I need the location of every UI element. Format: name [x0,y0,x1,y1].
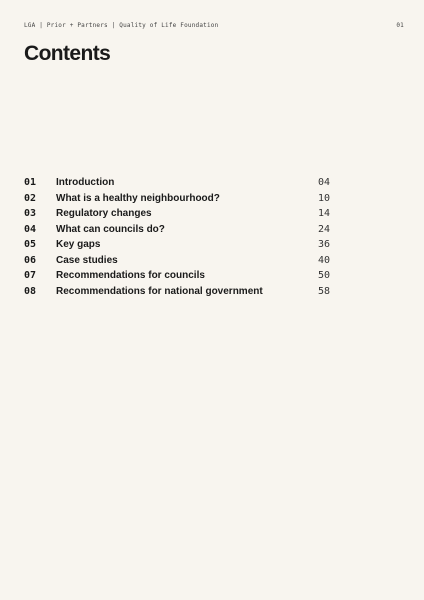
toc-entry-title: Case studies [56,254,118,266]
running-title: LGA | Prior + Partners | Quality of Life Foundation [24,22,219,29]
toc-entry-title: What can councils do? [56,223,165,235]
toc-entry-number: 02 [24,192,37,204]
page-number: 01 [396,22,404,29]
toc-entry-number: 06 [24,254,37,266]
table-of-contents [24,175,336,299]
toc-entry-title: Regulatory changes [56,208,152,219]
toc-entry[interactable] [24,253,336,269]
toc-entry-page: 10 [318,192,331,204]
toc-entry-number: 04 [24,223,37,235]
toc-entry[interactable] [24,206,336,222]
toc-entry-number: 01 [24,177,37,188]
toc-entry[interactable] [24,237,336,253]
toc-entry-page: 14 [318,208,331,219]
toc-entry-page: 58 [318,285,331,297]
toc-entry-title: Introduction [56,177,115,188]
toc-entry-title: What is a healthy neighbourhood? [56,192,220,204]
toc-entry-title: Key gaps [56,239,101,250]
toc-entry[interactable] [24,175,336,191]
toc-entry-page: 50 [318,270,331,281]
toc-entry[interactable] [24,284,336,300]
toc-entry-title: Recommendations for national government [56,285,263,297]
toc-entry-page: 36 [318,239,331,250]
page-title: Contents [24,42,111,65]
running-header [24,22,404,29]
toc-entry-page: 40 [318,254,331,266]
toc-entry-title: Recommendations for councils [56,270,205,281]
toc-entry-number: 08 [24,285,37,297]
toc-entry-number: 03 [24,208,37,219]
toc-entry-number: 07 [24,270,37,281]
toc-entry-number: 05 [24,239,37,250]
toc-entry[interactable] [24,222,336,238]
toc-entry[interactable] [24,268,336,284]
toc-entry[interactable] [24,191,336,207]
toc-entry-page: 04 [318,177,331,188]
toc-entry-page: 24 [318,223,331,235]
